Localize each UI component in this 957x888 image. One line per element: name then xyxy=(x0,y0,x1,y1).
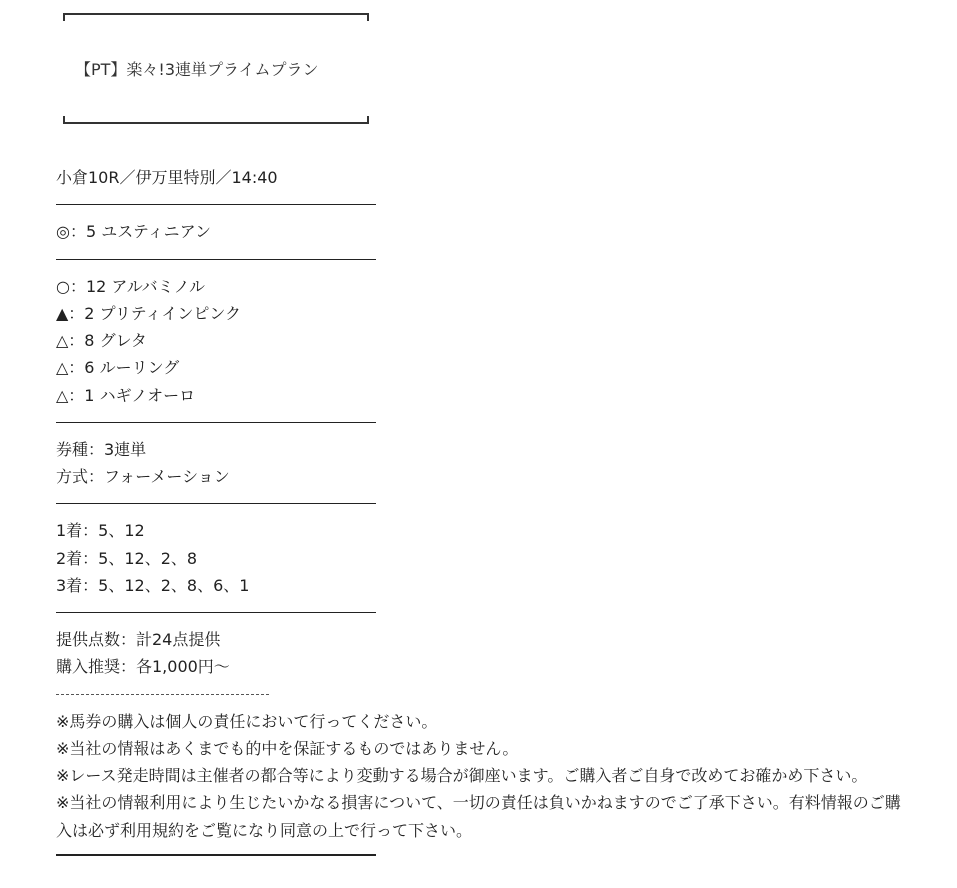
ticket-type: 券種：3連単 xyxy=(56,439,147,459)
disclaimer-note: ※当社の情報はあくまでも的中を保証するものではありません。 xyxy=(56,738,519,758)
disclaimer-note: ※馬券の購入は個人の責任において行ってください。 xyxy=(56,711,438,731)
position-pick: 1着：5、12 xyxy=(56,521,145,541)
title-box-bottom-border xyxy=(63,116,369,124)
position-pick: 2着：5、12、2、8 xyxy=(56,548,198,568)
separator-line xyxy=(56,246,936,273)
disclaimer-note: ※当社の情報利用により生じたいかなる損害について、一切の責任は負いかねますのでご了承下さい。有料情報のご購入は必ず利用規約をご覧になり同意の上で行って下さい。 xyxy=(56,793,901,840)
race-info: 小倉10R／伊万里特別／14:40 xyxy=(56,168,278,187)
race-prediction-content xyxy=(56,164,936,862)
separator-line xyxy=(56,409,936,436)
mark-pick: △：1 ハギノオーロ xyxy=(56,385,196,405)
disclaimer-note: ※レース発走時間は主催者の都合等により変動する場合が御座います。ご購入者ご自身で改めてお確かめ下さい。 xyxy=(56,766,868,786)
plan-title-box xyxy=(63,13,369,124)
title-box-top-border xyxy=(63,13,369,21)
points-count: 提供点数：計24点提供 xyxy=(56,630,221,650)
end-separator-line xyxy=(56,844,936,862)
honmei-pick: ◎：5 ユスティニアン xyxy=(56,222,211,242)
mark-pick: △：8 グレタ xyxy=(56,331,147,351)
mark-pick: ○：12 アルバミノル xyxy=(56,276,206,296)
position-pick: 3着：5、12、2、8、6、1 xyxy=(56,575,250,595)
separator-line xyxy=(56,191,936,218)
dashed-separator xyxy=(56,681,936,708)
plan-title: 【PT】楽々!3連単プライムプラン xyxy=(75,60,319,79)
mark-pick: △：6 ルーリング xyxy=(56,358,180,378)
purchase-recommendation: 購入推奨：各1,000円～ xyxy=(56,657,230,677)
separator-line xyxy=(56,599,936,626)
bet-method: 方式：フォーメーション xyxy=(56,467,230,487)
mark-pick: ▲：2 プリティインピンク xyxy=(56,303,242,323)
separator-line xyxy=(56,490,936,517)
